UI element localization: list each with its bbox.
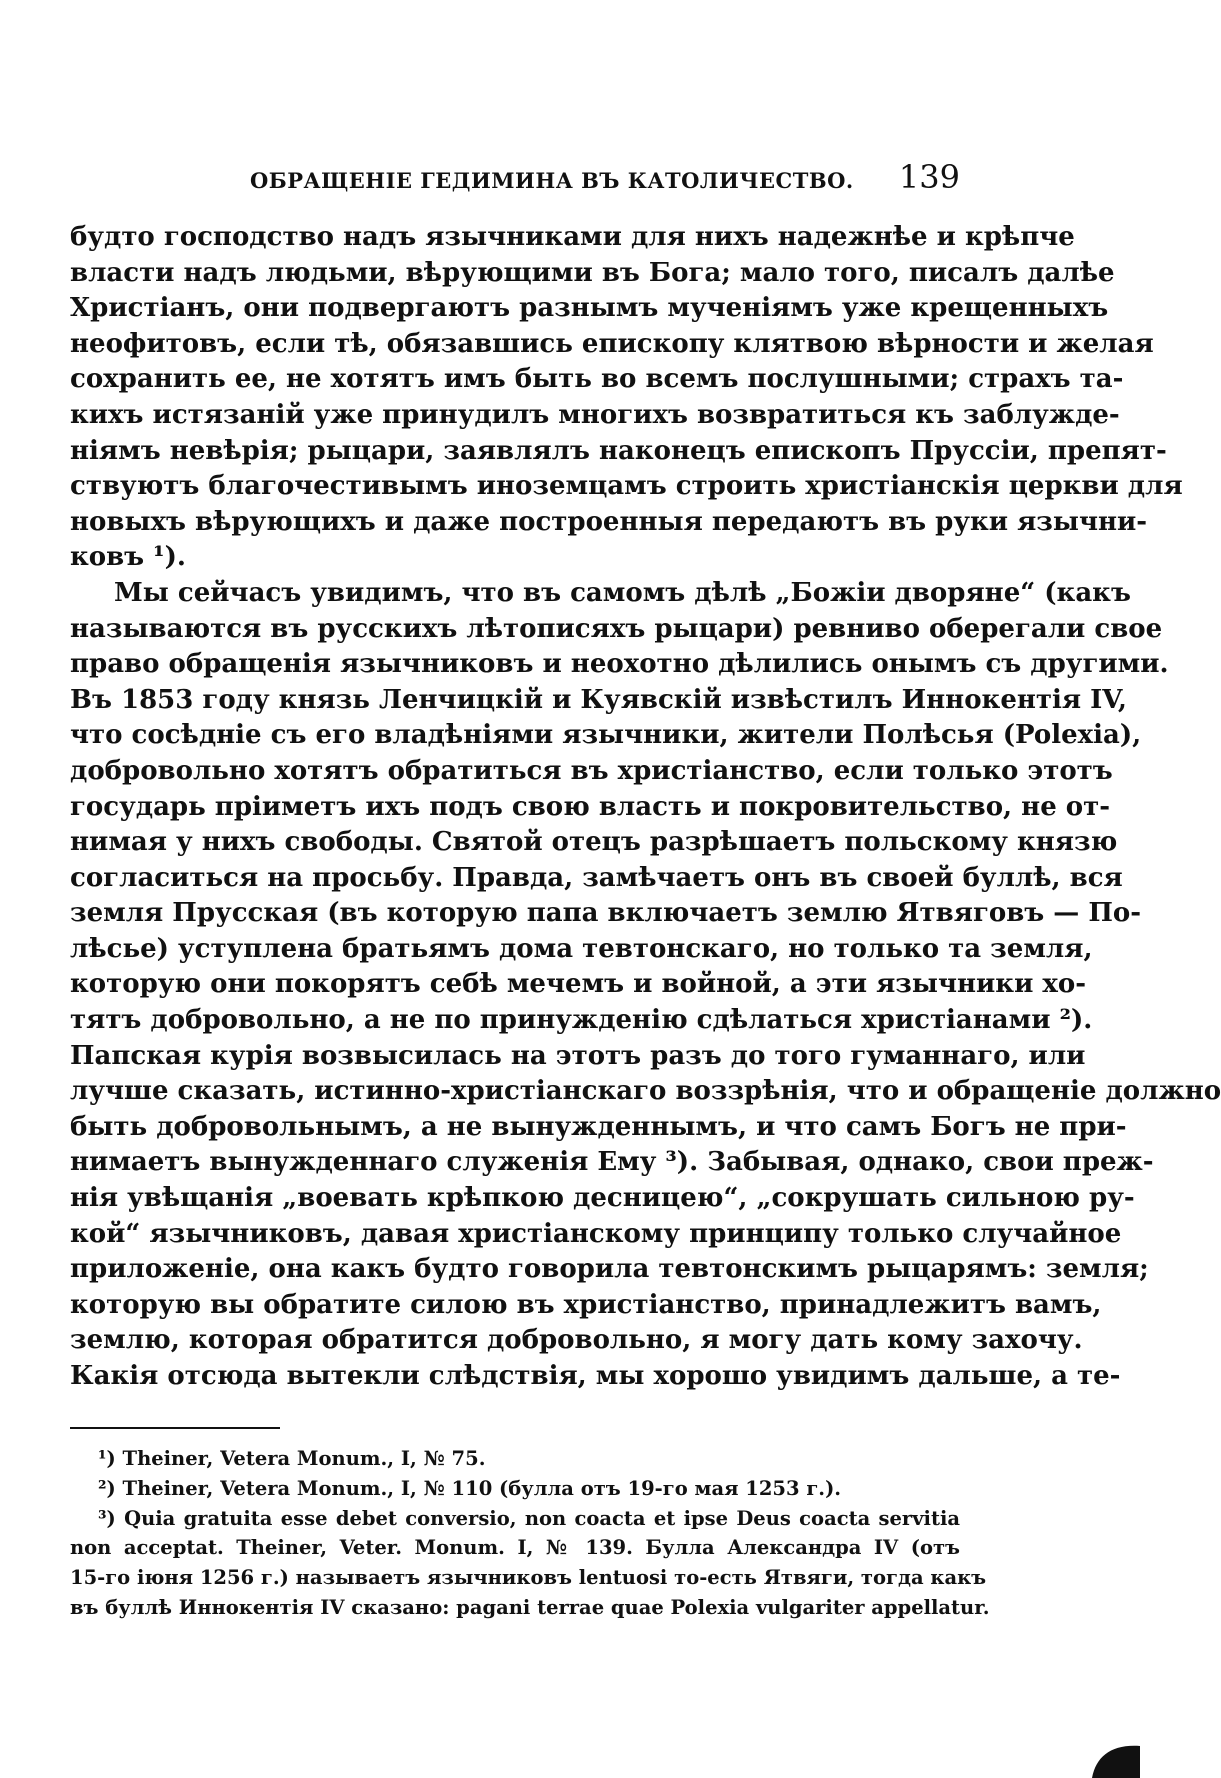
text-line: Христіанъ, они подвергаютъ разнымъ мученіямъ уже крещенныхъ bbox=[70, 293, 1109, 324]
text-line: что сосѣдніе съ его владѣніями язычники, жители Полѣсья (Polexia), bbox=[70, 720, 1142, 751]
footnote-line: ²) Theiner, Vetera Monum., I, № 110 (булла отъ 19-го мая 1253 г.). bbox=[98, 1476, 842, 1500]
text-line: власти надъ людьми, вѣрующими въ Бога; мало того, писалъ далѣе bbox=[70, 257, 1115, 288]
text-line: сохранить ее, не хотятъ имъ быть во всемъ послушными; страхъ та- bbox=[70, 364, 1124, 395]
text-line: ковъ ¹). bbox=[70, 542, 186, 573]
text-line: лучше сказать, истинно-христіанскаго воззрѣнія, что и обращеніе должно bbox=[70, 1076, 1221, 1107]
text-line: ніямъ невѣрія; рыцари, заявлялъ наконецъ епископъ Пруссіи, препят- bbox=[70, 435, 1167, 466]
text-line: земля Прусская (въ которую папа включаетъ землю Ятвяговъ — По- bbox=[70, 898, 1142, 929]
page-header bbox=[70, 158, 960, 202]
text-line: право обращенія язычниковъ и неохотно дѣлились онымъ съ другими. bbox=[70, 649, 1169, 680]
text-line: называются въ русскихъ лѣтописяхъ рыцари) ревниво оберегали свое bbox=[70, 613, 1163, 644]
footnote-line: ¹) Theiner, Vetera Monum., I, № 75. bbox=[98, 1447, 486, 1470]
page-number: 139 bbox=[898, 158, 960, 196]
text-line: неофитовъ, если тѣ, обязавшись епископу клятвою вѣрности и желая bbox=[70, 328, 1154, 359]
text-line: государь пріиметъ ихъ подъ свою власть и покровительство, не от- bbox=[70, 791, 1111, 822]
footnote-line: ³) Quia gratuita esse debet conversio, non coacta et ipse Deus coacta servitia bbox=[98, 1506, 960, 1530]
text-line: будто господство надъ язычниками для нихъ надежнѣе и крѣпче bbox=[70, 222, 1075, 252]
text-line: согласиться на просьбу. Правда, замѣчаетъ онъ въ своей буллѣ, вся bbox=[70, 862, 1123, 893]
text-line: Папская курія возвысилась на этотъ разъ до того гуманнаго, или bbox=[70, 1040, 1086, 1071]
footnote-divider bbox=[70, 1427, 280, 1429]
text-line: Въ 1853 году князь Ленчицкій и Куявскій извѣстилъ Иннокентія IV, bbox=[70, 684, 1127, 715]
text-line: Мы сейчасъ увидимъ, что въ самомъ дѣлѣ „Божіи дворяне“ (какъ bbox=[114, 577, 1131, 608]
footnote-line: въ буллѣ Иннокентія IV сказано: pagani terrae quae Polexia vulgariter appellatur. bbox=[70, 1595, 990, 1619]
main-text bbox=[70, 220, 1221, 1395]
corner-blot-icon bbox=[1090, 1718, 1140, 1778]
text-line: ствуютъ благочестивымъ иноземцамъ строить христіанскія церкви для bbox=[70, 471, 1183, 502]
running-head: ОБРАЩЕНІЕ ГЕДИМИНА ВЪ КАТОЛИЧЕСТВО. bbox=[250, 168, 854, 193]
text-line: которую они покорятъ себѣ мечемъ и войной, а эти язычники хо- bbox=[70, 969, 1087, 1000]
text-line: добровольно хотятъ обратиться въ христіанство, если только этотъ bbox=[70, 755, 1113, 786]
text-line: нія увѣщанія „воевать крѣпкою десницею“, „сокрушать сильною ру- bbox=[70, 1183, 1135, 1214]
text-line: быть добровольнымъ, а не вынужденнымъ, и что самъ Богъ не при- bbox=[70, 1111, 1127, 1142]
text-line: кихъ истязаній уже принудилъ многихъ возвратиться къ заблужде- bbox=[70, 399, 1120, 430]
text-line: лѣсье) уступлена братьямъ дома тевтонскаго, но только та земля, bbox=[70, 933, 1093, 964]
text-line: нимаетъ вынужденнаго служенія Ему ³). Забывая, однако, свои преж- bbox=[70, 1147, 1154, 1178]
text-line: землю, которая обратится добровольно, я могу дать кому захочу. bbox=[70, 1325, 1083, 1356]
footnotes bbox=[70, 1444, 990, 1623]
text-line: Какія отсюда вытекли слѣдствія, мы хорошо увидимъ дальше, а те- bbox=[70, 1361, 1121, 1391]
text-line: тятъ добровольно, а не по принужденію сдѣлаться христіанами ²). bbox=[70, 1005, 1093, 1036]
text-line: нимая у нихъ свободы. Святой отецъ разрѣшаетъ польскому князю bbox=[70, 827, 1118, 858]
footnote-line: non acceptat. Theiner, Veter. Monum. I, № 139. Булла Александра IV (отъ bbox=[70, 1536, 960, 1560]
text-line: которую вы обратите силою въ христіанство, принадлежитъ вамъ, bbox=[70, 1289, 1102, 1320]
text-line: кой“ язычниковъ, давая христіанскому принципу только случайное bbox=[70, 1218, 1122, 1249]
text-line: приложеніе, она какъ будто говорила тевтонскимъ рыцарямъ: земля; bbox=[70, 1254, 1149, 1285]
text-line: новыхъ вѣрующихъ и даже построенныя передаютъ въ руки язычни- bbox=[70, 506, 1148, 537]
footnote-line: 15-го іюня 1256 г.) называетъ язычниковъ lentuosi то-есть Ятвяги, тогда какъ bbox=[70, 1566, 987, 1590]
